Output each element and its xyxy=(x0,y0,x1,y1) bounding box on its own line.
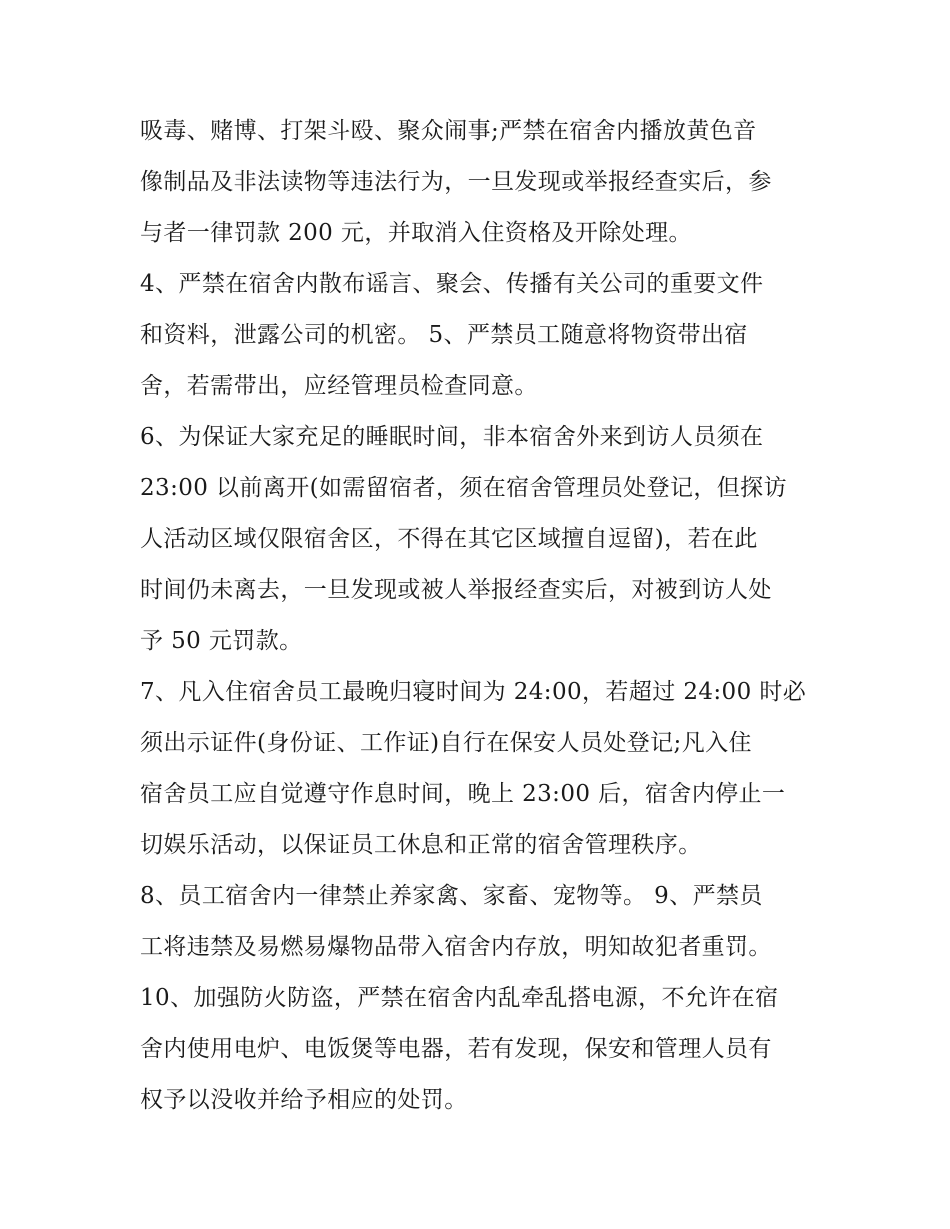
text-line: 切娱乐活动，以保证员工休息和正常的宿舍管理秩序。 xyxy=(140,832,702,858)
text-line: 23:00 以前离开(如需留宿者，须在宿舍管理员处登记，但探访 xyxy=(140,475,787,501)
text-line: 和资料，泄露公司的机密。 5、严禁员工随意将物资带出宿 xyxy=(140,322,748,348)
text-line: 舍，若需带出，应经管理员检查同意。 xyxy=(140,373,538,399)
text-line: 须出示证件(身份证、工作证)自行在保安人员处登记;凡入住 xyxy=(140,730,752,756)
text-line: 宿舍员工应自觉遵守作息时间，晚上 23:00 后，宿舍内停止一 xyxy=(140,781,786,807)
text-line: 时间仍未离去，一旦发现或被人举报经查实后，对被到访人处 xyxy=(140,577,772,603)
text-line: 10、加强防火防盗，严禁在宿舍内乱牵乱搭电源，不允许在宿 xyxy=(140,985,779,1011)
text-line: 像制品及非法读物等违法行为，一旦发现或举报经查实后，参 xyxy=(140,169,772,195)
text-line: 4、严禁在宿舍内散布谣言、聚会、传播有关公司的重要文件 xyxy=(140,271,764,297)
text-line: 工将违禁及易燃易爆物品带入宿舍内存放，明知故犯者重罚。 xyxy=(140,934,772,960)
text-line: 与者一律罚款 200 元，并取消入住资格及开除处理。 xyxy=(140,220,692,246)
document-body xyxy=(140,106,820,1126)
text-line: 予 50 元罚款。 xyxy=(140,628,303,654)
text-line: 人活动区域仅限宿舍区，不得在其它区域擅自逗留)，若在此 xyxy=(140,526,758,552)
text-line: 7、凡入住宿舍员工最晚归寝时间为 24:00，若超过 24:00 时必 xyxy=(140,679,807,705)
text-line: 舍内使用电炉、电饭煲等电器，若有发现，保安和管理人员有 xyxy=(140,1036,772,1062)
text-line: 6、为保证大家充足的睡眠时间，非本宿舍外来到访人员须在 xyxy=(140,424,764,450)
text-line: 权予以没收并给予相应的处罚。 xyxy=(140,1087,468,1113)
text-line: 吸毒、赌博、打架斗殴、聚众闹事;严禁在宿舍内播放黄色音 xyxy=(140,118,757,144)
text-line: 8、员工宿舍内一律禁止养家禽、家畜、宠物等。 9、严禁员 xyxy=(140,883,763,909)
